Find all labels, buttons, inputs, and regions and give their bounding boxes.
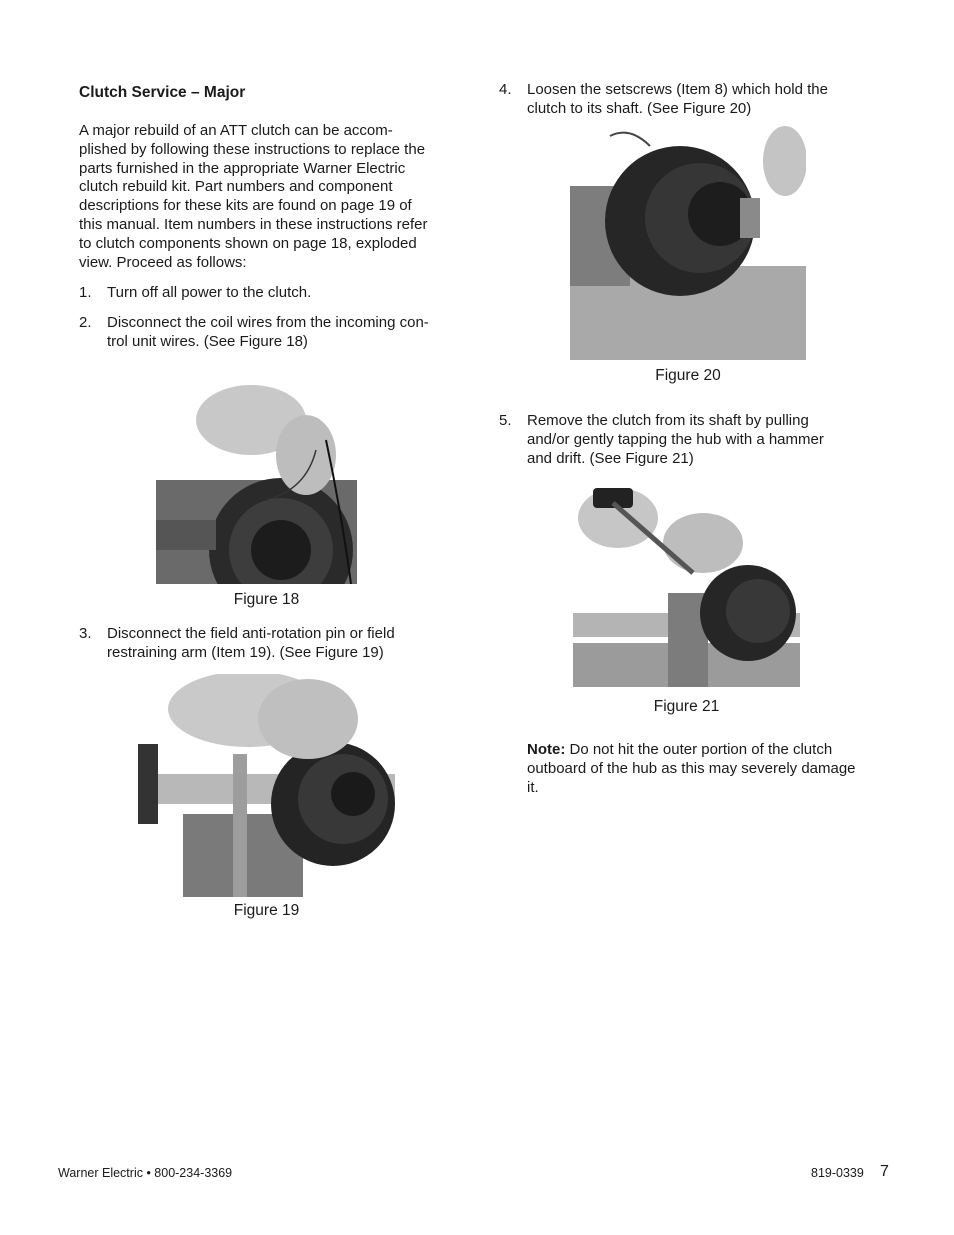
step-4 [499,81,879,121]
figure-19-caption: Figure 19 [233,902,300,919]
note-line [527,741,887,760]
step-text [527,412,879,468]
figure-21-photo [573,483,800,687]
footer-doc-number: 819-0339 [811,1166,864,1180]
step-number: 3. [79,625,92,642]
figure-18-photo [156,360,357,584]
note-line: outboard of the hub as this may severely damage [527,759,856,777]
figure-20-photo [570,126,806,360]
step-line: and drift. (See Figure 21) [527,449,694,467]
intro-line: this manual. Item numbers in these instructions refer [79,215,428,233]
note-label: Note: [527,741,566,758]
intro-line: descriptions for these kits are found on page 19 of [79,197,412,215]
intro-line: clutch rebuild kit. Part numbers and component [79,178,393,196]
note-text: Do not hit the outer portion of the clutch [565,741,833,758]
note-paragraph [527,741,887,797]
figure-20-caption: Figure 20 [655,367,721,384]
figure-21-illustration [573,483,800,687]
step-text [107,625,459,663]
step-number: 1. [79,284,92,301]
figure-18-illustration [156,360,357,584]
step-line: clutch to its shaft. (See Figure 20) [527,99,752,117]
step-number: 5. [499,412,512,429]
step-line: and/or gently tapping the hub with a hammer [527,430,824,448]
step-line: Remove the clutch from its shaft by pulling [527,412,809,429]
figure-19-illustration [138,674,395,897]
step-text [107,314,459,352]
page-number: 7 [880,1163,889,1180]
intro-line: to clutch components shown on page 18, exploded [79,234,417,252]
figure-20-illustration [570,126,806,360]
step-line: trol unit wires. (See Figure 18) [107,332,308,350]
figure-19-photo [138,674,395,897]
intro-paragraph [79,122,459,272]
step-1 [79,284,459,304]
footer-company: Warner Electric • 800-234-3369 [58,1166,233,1180]
step-text [107,284,311,303]
intro-line: plished by following these instructions to replace the [79,140,426,158]
step-line: restraining arm (Item 19). (See Figure 19) [107,643,384,661]
step-line: Disconnect the coil wires from the incoming con- [107,314,429,331]
intro-line: view. Proceed as follows: [79,253,247,271]
step-text [527,81,879,119]
figure-21-caption: Figure 21 [653,698,720,715]
step-line: Turn off all power to the clutch. [107,284,312,301]
intro-line: A major rebuild of an ATT clutch can be accom- [79,122,393,139]
figure-18-caption: Figure 18 [233,591,300,608]
step-number: 2. [79,314,92,331]
intro-line: parts furnished in the appropriate Warner Electric [79,159,406,177]
step-line: Disconnect the field anti-rotation pin or field [107,625,395,642]
step-number: 4. [499,81,512,98]
note-line: it. [527,778,539,796]
step-line: Loosen the setscrews (Item 8) which hold the [527,81,828,98]
step-5 [499,412,879,472]
step-2 [79,314,459,354]
step-3 [79,625,459,665]
section-heading: Clutch Service – Major [79,84,246,101]
